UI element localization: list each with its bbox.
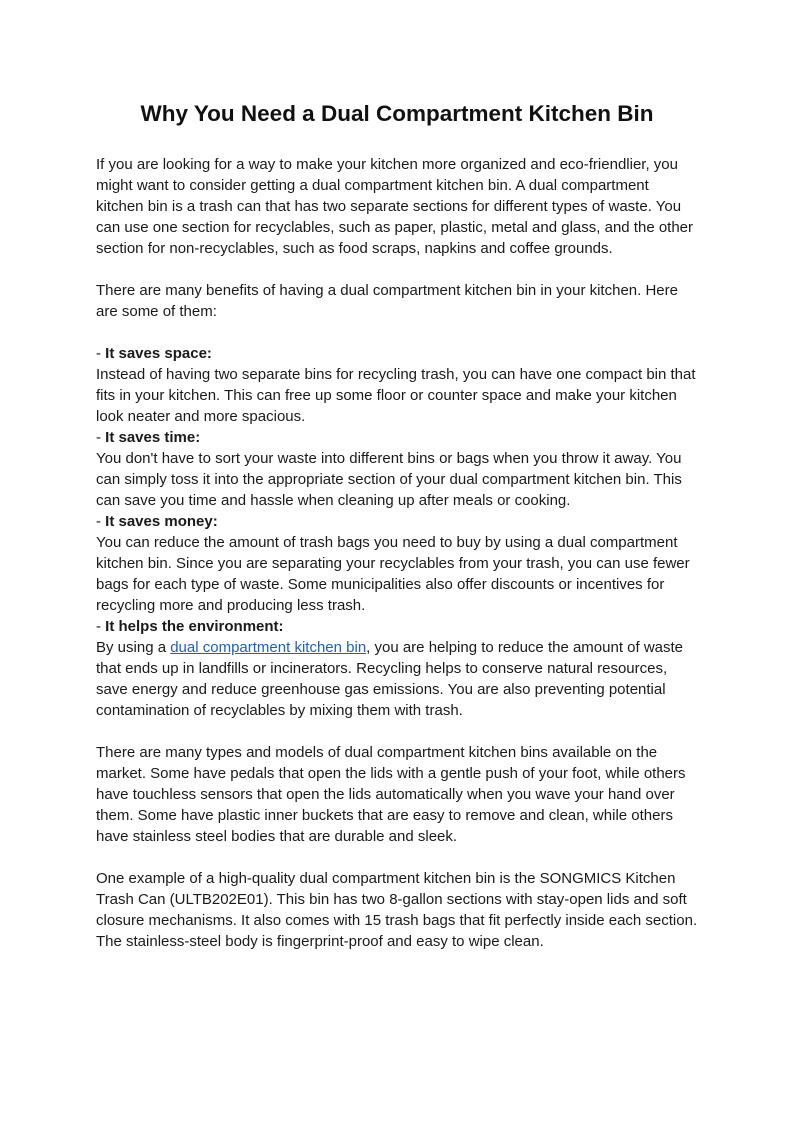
intro-paragraph: If you are looking for a way to make your kitchen more organized and eco-friendlier, you might want to consider getting a dual compartment kitchen bin. A dual compartment kitchen bin is a trash can that has two separate sections for different types of waste. You can use one section for recyclables, such as paper, plastic, metal and glass, and the other section for non-recyclables, such as food scraps, napkins and coffee grounds. bbox=[96, 156, 694, 257]
bullet-dash: - bbox=[96, 513, 106, 530]
benefit-text: You don't have to sort your waste into different bins or bags when you throw it away. You can simply toss it into the appropriate section of your dual compartment kitchen bin. This can save you time and hassle when cleaning up after meals or cooking. bbox=[96, 450, 682, 509]
dual-compartment-bin-link[interactable]: dual compartment kitchen bin bbox=[170, 639, 367, 656]
bullet-dash: - bbox=[96, 429, 106, 446]
benefit-heading: It saves time: bbox=[105, 429, 201, 446]
benefit-heading-line bbox=[96, 616, 698, 637]
benefit-heading: It helps the environment: bbox=[105, 618, 284, 635]
benefit-item-environment bbox=[96, 616, 698, 721]
benefit-text bbox=[96, 637, 698, 721]
bullet-dash: - bbox=[96, 345, 106, 362]
text-before-link: By using a bbox=[96, 639, 171, 656]
benefit-item-space bbox=[96, 343, 698, 427]
benefit-heading-line bbox=[96, 511, 698, 532]
benefit-text: Instead of having two separate bins for recycling trash, you can have one compact bin that fits in your kitchen. This can free up some floor or counter space and make your kitchen look neater and more spacious. bbox=[96, 366, 696, 425]
benefit-heading: It saves space: bbox=[105, 345, 212, 362]
bullet-dash: - bbox=[96, 618, 106, 635]
benefit-heading-line bbox=[96, 427, 698, 448]
text-after-link: , you are helping to reduce the amount of waste that ends up in landfills or incinerators. Recycling helps to conserve natural resources, save energy and reduce greenhouse gas emissions. You are also preventing potential contamination of recyclables by mixing them with trash. bbox=[96, 639, 684, 719]
benefits-list bbox=[96, 343, 698, 721]
benefit-heading: It saves money: bbox=[105, 513, 218, 530]
benefit-item-time bbox=[96, 427, 698, 511]
example-paragraph: One example of a high-quality dual compartment kitchen bin is the SONGMICS Kitchen Trash Can (ULTB202E01). This bin has two 8-gallon sections with stay-open lids and soft closure mechanisms. It also comes with 15 trash bags that fit perfectly inside each section. The stainless-steel body is fingerprint-proof and easy to wipe clean. bbox=[96, 870, 698, 950]
benefits-intro-paragraph: There are many benefits of having a dual compartment kitchen bin in your kitchen. Here are some of them: bbox=[96, 282, 678, 320]
types-paragraph: There are many types and models of dual compartment kitchen bins available on the market. Some have pedals that open the lids with a gentle push of your foot, while others have touchless sensors that open the lids automatically when you wave your hand over them. Some have plastic inner buckets that are easy to remove and clean, while others have stainless steel bodies that are durable and sleek. bbox=[96, 744, 686, 845]
benefit-heading-line bbox=[96, 343, 698, 364]
benefit-text: You can reduce the amount of trash bags you need to buy by using a dual compartment kitchen bin. Since you are separating your recyclables from your trash, you can use fewer bags for each type of waste. Some municipalities also offer discounts or incentives for recycling more and producing less trash. bbox=[96, 534, 690, 614]
page-title: Why You Need a Dual Compartment Kitchen Bin bbox=[140, 101, 654, 126]
benefit-item-money bbox=[96, 511, 698, 616]
